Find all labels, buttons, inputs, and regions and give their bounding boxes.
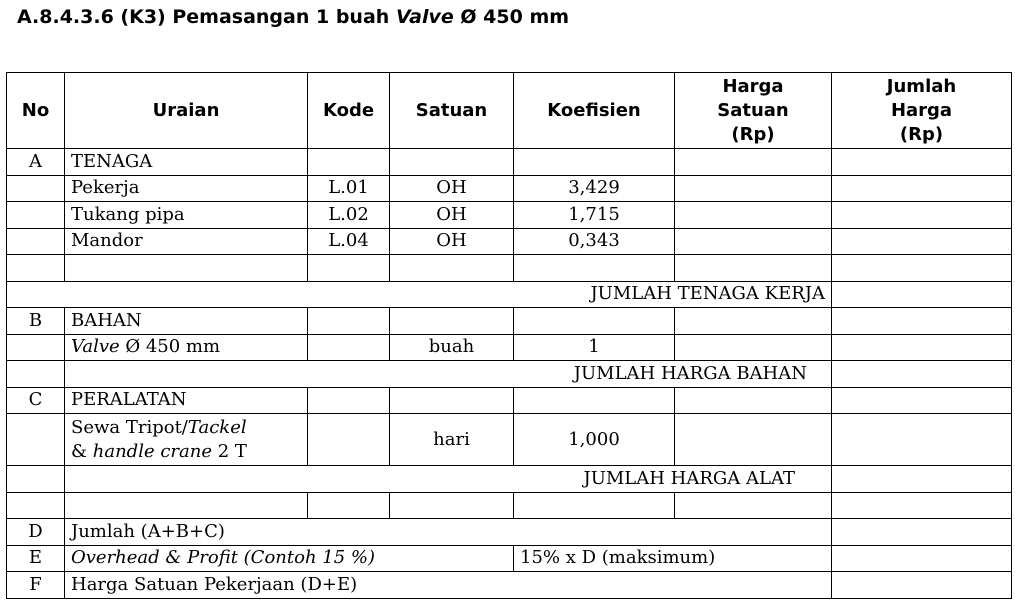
ahsp-table — [6, 72, 1012, 599]
subtotal-label: JUMLAH HARGA BAHAN — [65, 361, 832, 388]
section-row-alat — [7, 387, 1012, 414]
cell-koefisien: 0,343 — [514, 228, 675, 255]
empty-row — [7, 492, 1012, 519]
cell-kode: L.01 — [308, 175, 390, 202]
header-row — [7, 73, 1012, 149]
title-italic-valve: Valve — [395, 6, 454, 28]
cell-satuan: OH — [390, 202, 514, 229]
header-kode: Kode — [308, 73, 390, 149]
header-koefisien: Koefisien — [514, 73, 675, 149]
page-title — [17, 6, 569, 28]
table-row — [7, 414, 1012, 466]
section-label: TENAGA — [65, 149, 308, 176]
summary-row-d — [7, 519, 1012, 546]
table-row — [7, 334, 1012, 361]
title-suffix: Ø 450 mm — [453, 6, 570, 28]
cell-uraian: Mandor — [65, 228, 308, 255]
cell-satuan: hari — [390, 414, 514, 466]
summary-no: D — [7, 519, 65, 546]
section-row-bahan — [7, 308, 1012, 335]
summary-no: E — [7, 545, 65, 572]
cell-koefisien: 1,715 — [514, 202, 675, 229]
title-prefix: A.8.4.3.6 (K3) Pemasangan 1 buah — [17, 6, 396, 28]
header-satuan: Satuan — [390, 73, 514, 149]
section-row-tenaga — [7, 149, 1012, 176]
summary-row-e — [7, 545, 1012, 572]
cell-uraian: Tukang pipa — [65, 202, 308, 229]
cell-koefisien: 3,429 — [514, 175, 675, 202]
cell-uraian: Valve Ø 450 mm — [65, 334, 308, 361]
empty-row — [7, 255, 1012, 282]
section-label: PERALATAN — [65, 387, 308, 414]
cell-uraian: Sewa Tripot/Tackel & handle crane 2 T — [65, 414, 308, 466]
cell-koefisien: 1,000 — [514, 414, 675, 466]
cell-satuan: OH — [390, 175, 514, 202]
subtotal-row-bahan — [7, 361, 1012, 388]
summary-no: F — [7, 572, 65, 599]
table-row — [7, 175, 1012, 202]
cell-satuan: OH — [390, 228, 514, 255]
section-no: B — [7, 308, 65, 335]
header-uraian: Uraian — [65, 73, 308, 149]
summary-label: Harga Satuan Pekerjaan (D+E) — [65, 572, 832, 599]
cell-kode: L.04 — [308, 228, 390, 255]
header-jumlah-harga: Jumlah Harga (Rp) — [832, 73, 1012, 149]
section-no: A — [7, 149, 65, 176]
summary-label: Overhead & Profit (Contoh 15 %) — [65, 545, 514, 572]
cell-satuan: buah — [390, 334, 514, 361]
subtotal-label: JUMLAH TENAGA KERJA — [7, 281, 832, 308]
header-harga-satuan: Harga Satuan (Rp) — [675, 73, 832, 149]
cell-kode: L.02 — [308, 202, 390, 229]
table-row — [7, 228, 1012, 255]
cell-uraian: Pekerja — [65, 175, 308, 202]
summary-row-f — [7, 572, 1012, 599]
summary-label: Jumlah (A+B+C) — [65, 519, 832, 546]
section-no: C — [7, 387, 65, 414]
subtotal-row-tenaga — [7, 281, 1012, 308]
subtotal-label: JUMLAH HARGA ALAT — [65, 466, 832, 493]
header-no: No — [7, 73, 65, 149]
summary-formula: 15% x D (maksimum) — [514, 545, 832, 572]
table-row — [7, 202, 1012, 229]
cell-koefisien: 1 — [514, 334, 675, 361]
section-label: BAHAN — [65, 308, 308, 335]
subtotal-row-alat — [7, 466, 1012, 493]
